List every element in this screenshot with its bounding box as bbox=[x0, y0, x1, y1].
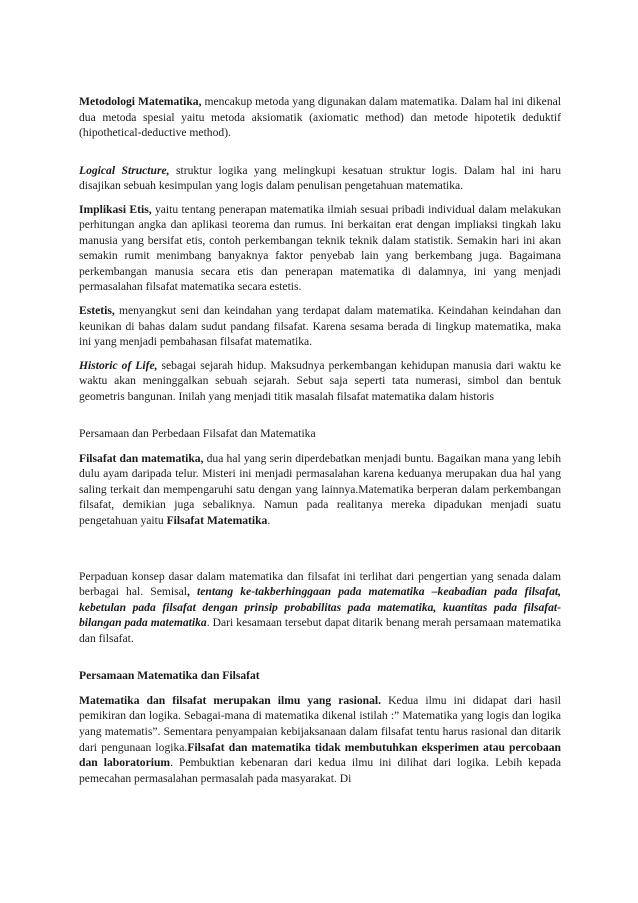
end-filsafat-matematika: . bbox=[267, 514, 271, 528]
paragraph-historic bbox=[79, 358, 561, 405]
text-perpaduan-2: . Dari kesamaan tersebut dapat ditarik benang merah persamaan matematika dan filsafat. bbox=[79, 616, 561, 645]
text-persamaan-2: . Pembuktian kebenaran dari kedua ilmu ini dilihat dari logika. Lebih kepada pemecahan permasalahan permasalah pada masyarakat. Di bbox=[79, 756, 561, 785]
text-historic: sebagai sejarah hidup. Maksudnya perkembangan kehidupan manusia dari waktu ke waktu akan meninggalkan sebuah sejarah. Sebut saja seperti tata numerasi, simbol dan bentuk geometris bangunan. Inilah yang menjadi titik masalah filsafat matematika dalam historis bbox=[79, 358, 561, 403]
paragraph-logical-structure bbox=[79, 163, 561, 194]
text-perpaduan-1: Perpaduan konsep dasar dalam matematika dan filsafat ini terlihat dari pengertian yang senada dalam berbagai hal. Semisal bbox=[79, 569, 561, 599]
term-historic: Historic of Life, bbox=[79, 358, 158, 372]
paragraph-persamaan bbox=[79, 693, 561, 786]
heading-persamaan-perbedaan: Persamaan dan Perbedaan Filsafat dan Matematika bbox=[79, 427, 316, 441]
term-filsafat-matematika: Filsafat dan matematika, bbox=[79, 451, 204, 465]
term-logical-structure: Logical Structure, bbox=[79, 163, 170, 177]
bold-persamaan-1: Matematika dan filsafat merupakan ilmu yang rasional. bbox=[79, 693, 382, 707]
bold-filsafat-matematika: Filsafat Matematika bbox=[166, 514, 268, 528]
comma-perpaduan: , bbox=[186, 585, 190, 599]
paragraph-filsafat-matematika bbox=[79, 451, 561, 529]
paragraph-estetis bbox=[79, 303, 561, 350]
document-page bbox=[79, 94, 561, 786]
text-estetis: menyangkut seni dan keindahan yang terdapat dalam matematika. Keindahan keindahan dan keunikan di bahas dalam sudut pandang filsafat. Karena sesama berada di lingkup matematika, maka ini yang menjadi pembahasan filsafat matematika. bbox=[79, 304, 561, 349]
text-logical-structure: struktur logika yang melingkupi kesatuan struktur logis. Dalam hal ini haru disajikan sebuah kesimpulan yang logis dalam penulisan pengetahuan matematika. bbox=[79, 163, 561, 193]
paragraph-metodologi bbox=[79, 94, 561, 141]
paragraph-perpaduan bbox=[79, 569, 561, 647]
paragraph-implikasi-etis bbox=[79, 202, 561, 295]
emph-perpaduan: tentang ke-takberhinggaan pada matematika –keabadian pada filsafat, kebetulan pada filsafat dengan prinsip probabilitas pada matematika, kuantitas pada filsafat-bilangan pada matematika bbox=[79, 585, 561, 630]
heading-persamaan: Persamaan Matematika dan Filsafat bbox=[79, 669, 260, 683]
term-metodologi: Metodologi Matematika, bbox=[79, 95, 202, 108]
text-persamaan-1: Kedua ilmu ini didapat dari hasil pemikiran dan logika. Sebagai-mana di matematika dikenal istilah :” Matematika yang logis dan logika yang matematis”. Sementara penyampaian kebijaksanaan dalam filsafat tentu harus rasional dan ditarik dari pengunaan logika. bbox=[79, 693, 561, 754]
text-metodologi: mencakup metoda yang digunakan dalam matematika. Dalam hal ini dikenal dua metoda spesial yaitu metoda aksiomatik (axiomatic method) dan metode hipotetik deduktif (hipothetical-deductive method). bbox=[79, 95, 561, 140]
term-implikasi-etis: Implikasi Etis, bbox=[79, 202, 152, 216]
bold-persamaan-2: Filsafat dan matematika tidak membutuhkan eksperimen atau percobaan dan laboratorium bbox=[79, 740, 562, 770]
text-filsafat-matematika: dua hal yang serin diperdebatkan menjadi buntu. Bagaikan mana yang lebih dulu ayam daripada telur. Misteri ini menjadi permasalahan karena keduanya merupakan dua hal yang saling terkait dan mempengaruhi satu dengan yang lainnya.Matematika berperan dalam perkembangan filsafat, demikian juga sebaliknya. Namun pada realitanya mereka dipadukan menjadi suatu pengetahuan yaitu bbox=[79, 451, 561, 528]
term-estetis: Estetis, bbox=[79, 304, 115, 318]
text-implikasi-etis: yaitu tentang penerapan matematika ilmiah sesuai pribadi individual dalam melakukan perhitungan angka dan aplikasi teorema dan rumus. Ini berkaitan erat dengan impliaksi tingkah laku manusia yang bersifat etis, contoh perkembangan teknik teknik dalam statistik. Semakin hari ini akan semakin rumit menimbang banyaknya faktor penyebab lain yang berkembang juga. Bagaimana perkembangan manusia secara etis dan penerapan matematika di dalamnya, ini yang menjadi permasalahan filsafat matematika secara estetis. bbox=[79, 202, 561, 294]
